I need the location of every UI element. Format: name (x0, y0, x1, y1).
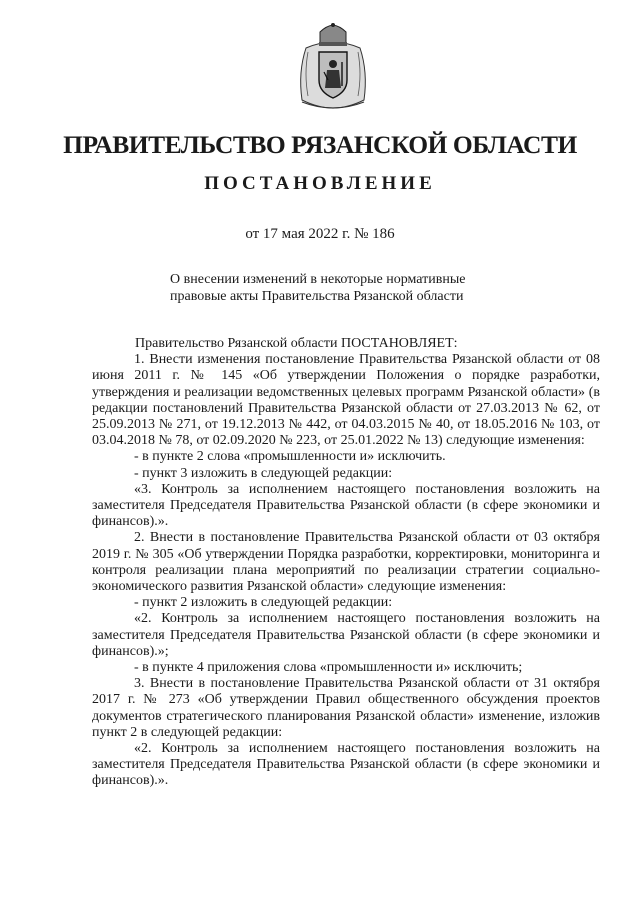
paragraph-item-2: 2. Внести в постановление Правительства Рязанской области от 03 октября 2019 г. № 305 «Об утверждении Порядка разработки, корректировки, мониторинга и контроля реализации плана мероприятий по реализации стратегии социально-экономического развития Рязанской области» следующие изменения: (92, 530, 600, 595)
paragraph-item-1-quote: «3. Контроль за исполнением настоящего постановления возложить на заместителя Председателя Правительства Рязанской области (в сфере экономики и финансов).». (92, 481, 600, 530)
paragraph-item-1: 1. Внести изменения постановление Правительства Рязанской области от 08 июня 2011 г. № 145 «Об утверждении Положения о порядке разработки, утверждения и реализации ведомственных целевых программ Рязанской области» (в редакции постановлений Правительства Рязанской области от 27.03.2013 № 62, от 25.09.2013 № 271, от 19.12.2013 № 442, от 04.03.2015 № 40, от 18.05.2016 № 103, от 03.04.2018 № 78, от 02.09.2020 № 223, от 25.01.2022 № 13) следующие изменения: (92, 352, 600, 449)
organization-title: ПРАВИТЕЛЬСТВО РЯЗАНСКОЙ ОБЛАСТИ (63, 130, 577, 159)
paragraph-item-2-quote: «2. Контроль за исполнением настоящего постановления возложить на заместителя Председателя Правительства Рязанской области (в сфере экономики и финансов).»; (92, 611, 600, 659)
paragraph-item-3-quote: «2. Контроль за исполнением настоящего постановления возложить на заместителя Председателя Правительства Рязанской области (в сфере экономики и финансов).». (92, 741, 600, 789)
coat-of-arms-icon (292, 22, 374, 112)
document-subject (170, 271, 510, 305)
paragraph-item-2-a: - пункт 2 изложить в следующей редакции: (134, 595, 393, 611)
paragraph-item-1-a: - в пункте 2 слова «промышленности и» исключить. (134, 449, 446, 465)
document-type: ПОСТАНОВЛЕНИЕ (204, 173, 436, 194)
subject-line-1: О внесении изменений в некоторые нормативные (170, 272, 466, 287)
subject-line-2: правовые акты Правительства Рязанской области (170, 289, 464, 304)
document-date-number: от 17 мая 2022 г. № 186 (245, 226, 395, 242)
document-body (92, 336, 600, 790)
paragraph-item-1-b: - пункт 3 изложить в следующей редакции: (134, 465, 393, 481)
paragraph-preamble: Правительство Рязанской области ПОСТАНОВЛЯЕТ: (135, 336, 458, 351)
paragraph-item-2-b: - в пункте 4 приложения слова «промышленности и» исключить; (134, 660, 523, 676)
paragraph-item-3: 3. Внести в постановление Правительства Рязанской области от 31 октября 2017 г. № 273 «Об утверждении Правил общественного обсуждения проектов документов стратегического планирования Рязанской области» изменение, изложив пункт 2 в следующей редакции: (92, 676, 600, 740)
